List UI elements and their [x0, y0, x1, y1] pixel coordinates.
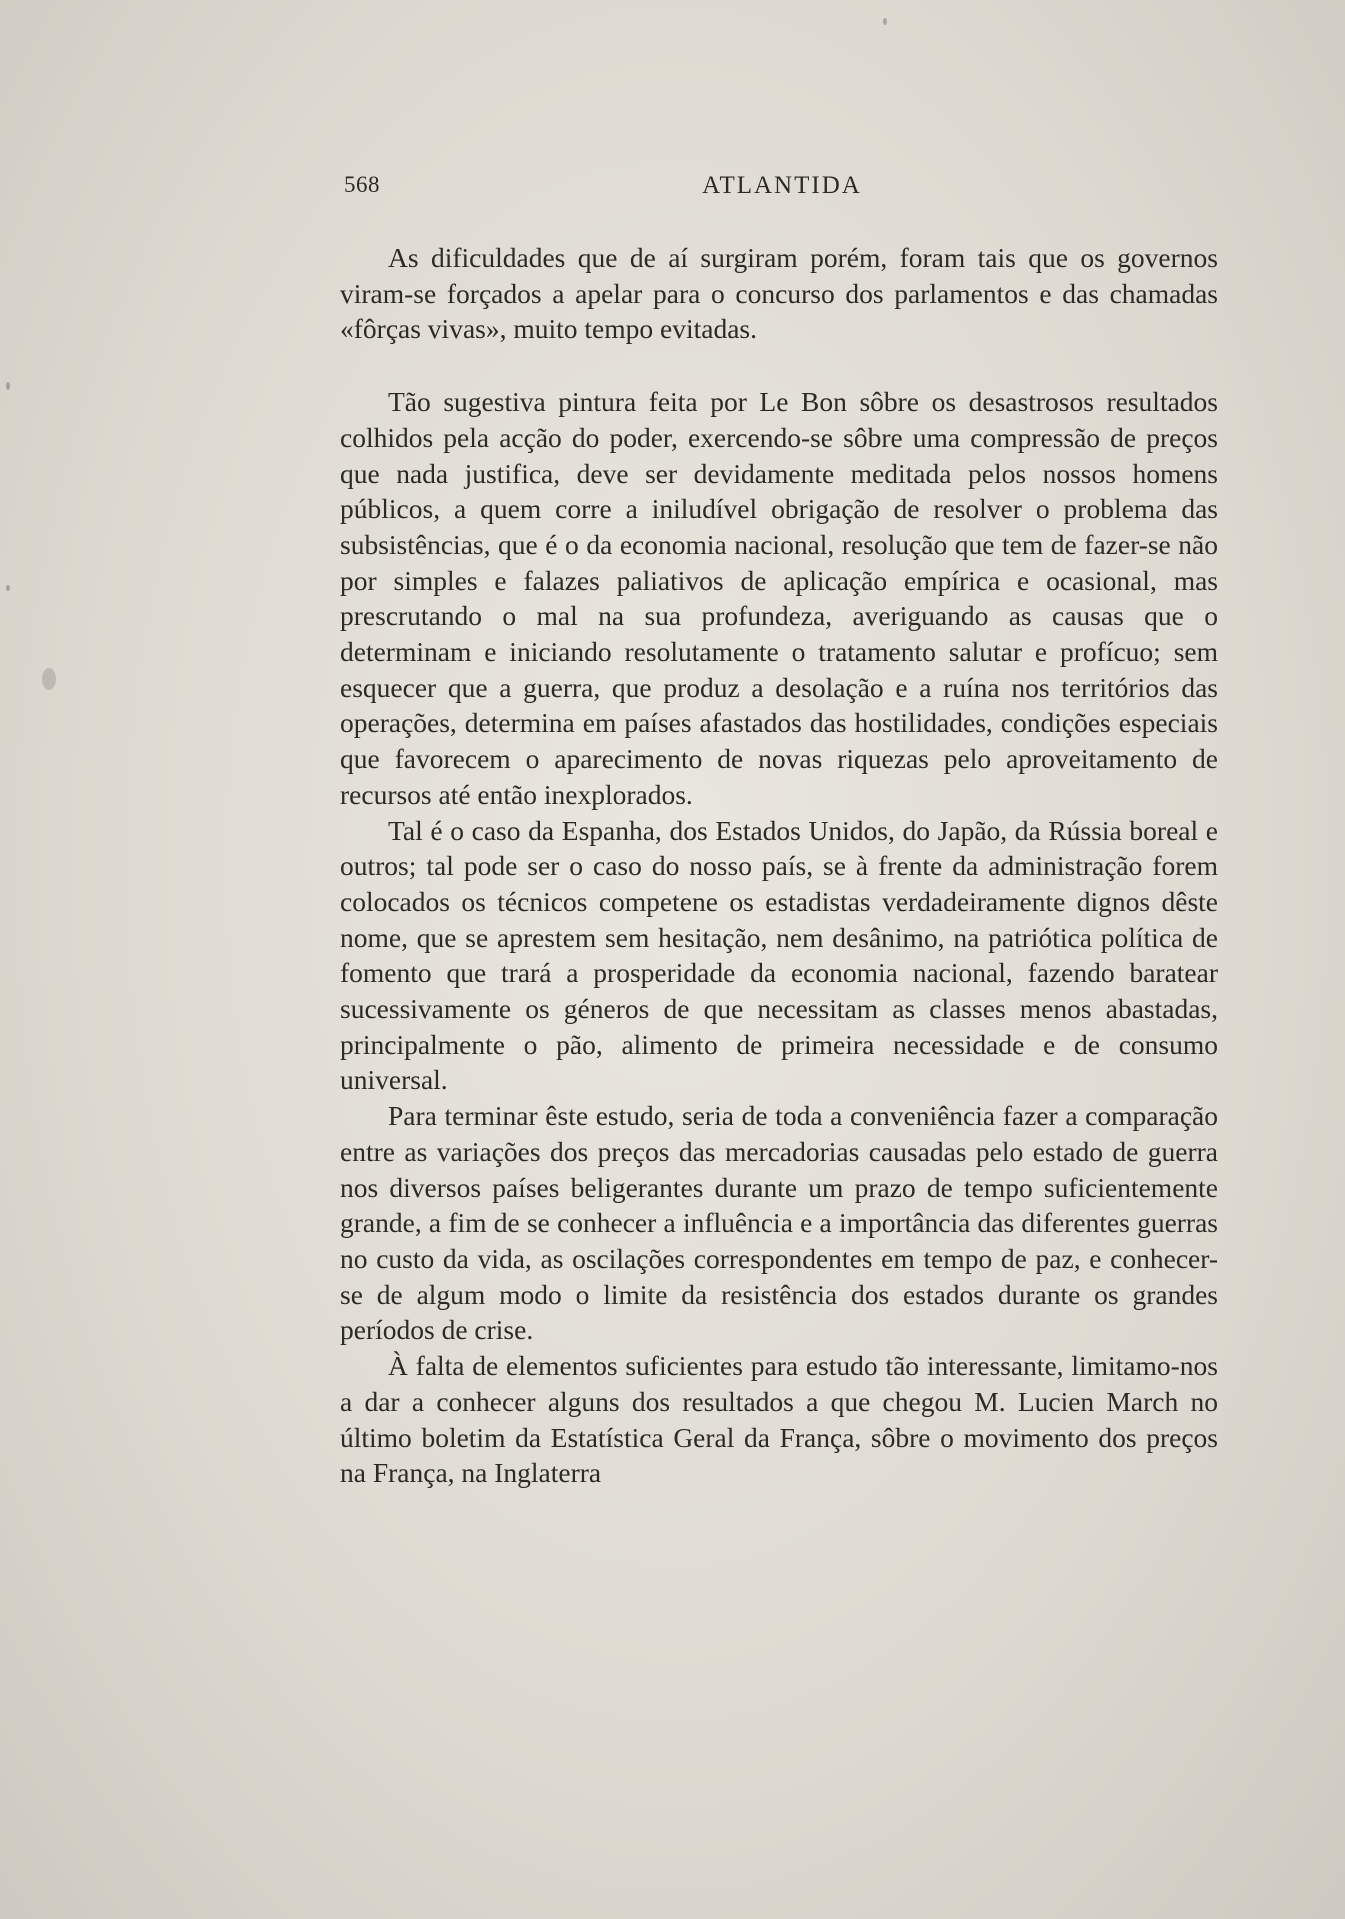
page-number: 568 [344, 172, 380, 197]
ink-speck [42, 668, 56, 690]
ink-speck [6, 585, 10, 591]
paragraph: Tão sugestiva pintura feita por Le Bon sôbre os desastrosos resultados colhidos pela acção do poder, exercendo-se sôbre uma compressão de preços que nada justifica, deve ser devidamente meditada pelos nossos homens públicos, a quem corre a iniludível obrigação de resolver o problema das subsistências, que é o da economia nacional, resolução que tem de fazer-se não por simples e falazes paliativos de aplicação empírica e ocasional, mas prescrutando o mal na sua profundeza, averiguando as causas que o determinam e iniciando resolutamente o tratamento salutar e profícuo; sem esquecer que a guerra, que produz a desolação e a ruína nos territórios das operações, determina em países afastados das hostilidades, condições especiais que favorecem o aparecimento de novas riquezas pelo aproveitamento de recursos até então inexplorados. [340, 386, 1218, 810]
ink-speck [883, 18, 887, 25]
running-head [344, 172, 1220, 208]
ink-speck [6, 382, 10, 390]
paragraph: As dificuldades que de aí surgiram porém, foram tais que os governos viram-se forçados a apelar para o concurso dos parlamentos e das chamadas «fôrças vivas», muito tempo evitadas. [340, 242, 1218, 345]
paragraph: À falta de elementos suficientes para estudo tão interessante, limitamo-nos a dar a conhecer alguns dos resultados a que chegou M. Lucien March no último boletim da Estatística Geral da França, sôbre o movimento dos preços na França, na Inglaterra [340, 1350, 1218, 1489]
paragraph: Tal é o caso da Espanha, dos Estados Unidos, do Japão, da Rússia boreal e outros; tal pode ser o caso do nosso país, se à frente da administração forem colocados os técnicos competene os estadistas verdadeiramente dignos dêste nome, que se aprestem sem hesitação, nem desânimo, na patriótica política de fomento que trará a prosperidade da economia nacional, fazendo baratear sucessivamente os géneros de que necessitam as classes menos abastadas, principalmente o pão, alimento de primeira necessidade e de consumo universal. [340, 814, 1218, 1096]
running-title: ATLANTIDA [702, 172, 862, 199]
paragraph: Para terminar êste estudo, seria de toda a conveniência fazer a comparação entre as variações dos preços das mercadorias causadas pelo estado de guerra nos diversos países beligerantes durante um prazo de tempo suficientemente grande, a fim de se conhecer a influência e a importância das diferentes guerras no custo da vida, as oscilações correspondentes em tempo de paz, e conhecer-se de algum modo o limite da resistência dos estados durante os grandes períodos de crise. [340, 1100, 1218, 1346]
body-text [340, 240, 1218, 1491]
